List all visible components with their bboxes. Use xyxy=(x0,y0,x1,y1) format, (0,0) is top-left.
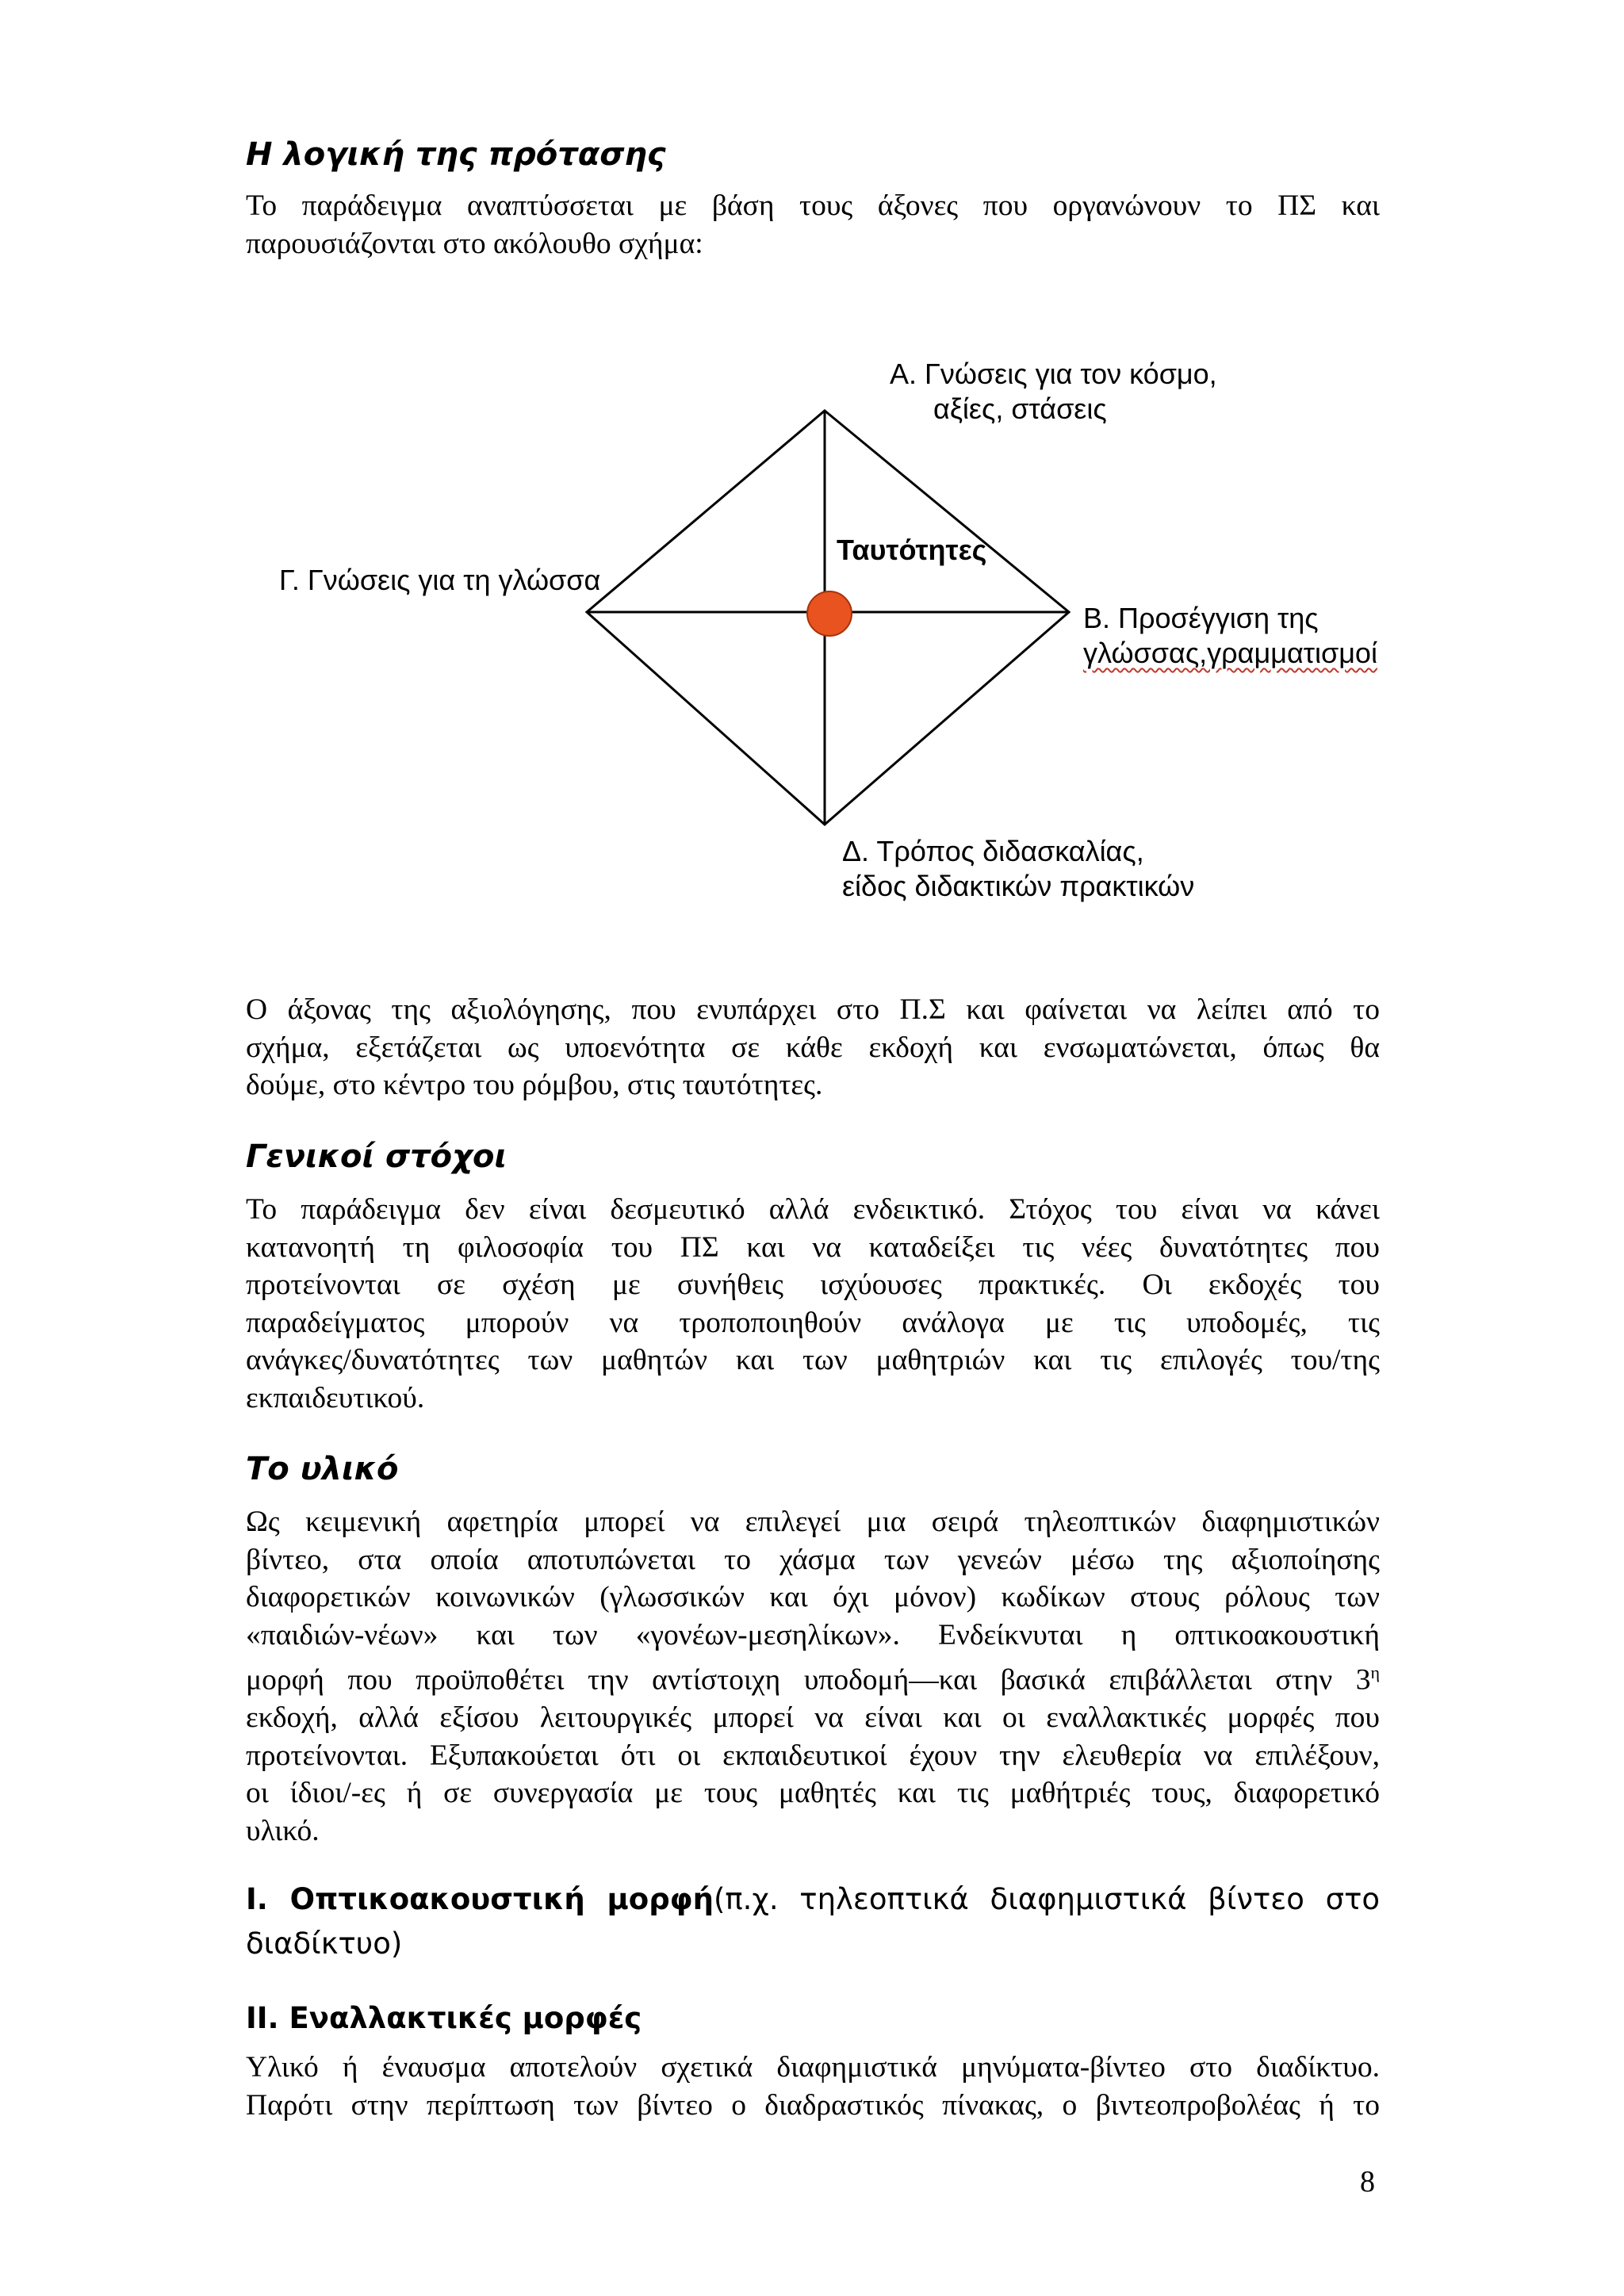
subsection-i-rest: (π.χ. τηλεοπτικά διαφημιστικά βίντεο στο xyxy=(713,1882,1380,1916)
goals-paragraph xyxy=(246,1191,1380,1417)
subsection-i-line1 xyxy=(246,1877,1380,1922)
subsection-i-heading xyxy=(246,1877,1380,1966)
text-line: Ο άξονας της αξιολόγησης, που ενυπάρχει στο Π.Σ και φαίνεται να λείπει από το xyxy=(246,993,1380,1026)
intro-paragraph xyxy=(246,187,1380,262)
text-line: βίντεο, στα οποία αποτυπώνεται το χάσμα των γενεών μέσω της αξιοποίησης xyxy=(246,1543,1380,1576)
section-heading-material: Το υλικό xyxy=(246,1451,399,1487)
text-line: Ως κειμενική αφετηρία μπορεί να επιλεγεί μια σειρά τηλεοπτικών διαφημιστικών xyxy=(246,1506,1380,1538)
text-line-body: μορφή που προϋποθέτει την αντίστοιχη υποδομή—και βασικά επιβάλλεται στην 3 xyxy=(246,1663,1371,1697)
axis-a-line1: A. Γνώσεις για τον κόσμο, xyxy=(890,358,1217,390)
axis-b-line2: γλώσσας,γραμματισμοί xyxy=(1083,637,1377,669)
alternative-forms-paragraph xyxy=(246,2049,1380,2124)
text-line: ανάγκες/δυνατότητες των μαθητών και των μαθητριών και τις επιλογές του/της xyxy=(246,1344,1380,1376)
text-line: Το παράδειγμα δεν είναι δεσμευτικό αλλά ενδεικτικό. Στόχος του είναι να κάνει xyxy=(246,1193,1380,1226)
text-line: κατανοητή τη φιλοσοφία του ΠΣ και να καταδείξει τις νέες δυνατότητες που xyxy=(246,1230,1380,1264)
intro-line: παρουσιάζονται στο ακόλουθο σχήμα: xyxy=(246,227,703,260)
text-line: υλικό. xyxy=(246,1814,320,1847)
text-line: δούμε, στο κέντρο του ρόμβου, στις ταυτότητες. xyxy=(246,1069,823,1101)
section-heading-general-goals: Γενικοί στόχοι xyxy=(246,1138,508,1175)
superscript: η xyxy=(1370,1663,1380,1682)
text-line: εκπαιδευτικού. xyxy=(246,1381,425,1414)
axis-a-label xyxy=(890,357,1217,427)
subsection-i-line2: διαδίκτυο) xyxy=(246,1927,403,1961)
text-line: σχήμα, εξετάζεται ως υποενότητα σε κάθε εκδοχή και ενσωματώνεται, όπως θα xyxy=(246,1031,1380,1064)
axis-d-line1: Δ. Τρόπος διδασκαλίας, xyxy=(842,835,1144,867)
text-line: Υλικό ή έναυσμα αποτελούν σχετικά διαφημιστικά μηνύματα-βίντεο στο διαδίκτυο. xyxy=(246,2051,1380,2084)
subsection-i-bold: I. Οπτικοακουστική μορφή xyxy=(246,1882,714,1916)
text-line: «παιδιών-νέων» και των «γονέων-μεσηλίκων». Ενδείκνυται η οπτικοακουστική xyxy=(246,1618,1380,1651)
page-number: 8 xyxy=(1360,2165,1375,2198)
axis-b-line1: Β. Προσέγγιση της xyxy=(1083,602,1319,634)
text-line: προτείνονται. Εξυπακούεται ότι οι εκπαιδευτικοί έχουν την ελευθερία να επιλέξουν, xyxy=(246,1739,1380,1772)
text-line: Παρότι στην περίπτωση των βίντεο ο διαδραστικός πίνακας, ο βιντεοπροβολέας ή το xyxy=(246,2088,1380,2122)
center-dot xyxy=(807,591,852,636)
intro-line: Το παράδειγμα αναπτύσσεται με βάση τους άξονες που οργανώνουν το ΠΣ και xyxy=(246,189,1380,222)
rhombus-svg xyxy=(0,317,1624,920)
section-heading-logic: Η λογική της πρότασης xyxy=(246,136,666,173)
axis-b-label xyxy=(1083,601,1377,671)
axes-diagram xyxy=(0,317,1624,920)
axis-d-label xyxy=(842,834,1194,904)
material-paragraph xyxy=(246,1503,1380,1850)
text-line: διαφορετικών κοινωνικών (γλωσσικών και όχι μόνον) κωδίκων στους ρόλους των xyxy=(246,1581,1380,1613)
text-line: προτείνονται σε σχέση με συνήθεις ισχύουσες πρακτικές. Οι εκδοχές του xyxy=(246,1269,1380,1301)
center-label: Ταυτότητες xyxy=(837,534,987,566)
text-line-with-superscript xyxy=(246,1654,1380,1699)
subsection-ii-heading: II. Εναλλακτικές μορφές xyxy=(246,2001,642,2035)
text-line: οι ίδιοι/-ες ή σε συνεργασία με τους μαθητές και τις μαθήτριές τους, διαφορετικό xyxy=(246,1777,1380,1809)
text-line: παραδείγματος μπορούν να τροποποιηθούν ανάλογα με τις υποδομές, τις xyxy=(246,1306,1380,1339)
evaluation-paragraph xyxy=(246,991,1380,1104)
axis-c-label: Γ. Γνώσεις για τη γλώσσα xyxy=(279,564,601,596)
text-line: εκδοχή, αλλά εξίσου λειτουργικές μπορεί να είναι και οι εναλλακτικές μορφές που xyxy=(246,1701,1380,1734)
axis-d-line2: είδος διδακτικών πρακτικών xyxy=(842,870,1195,902)
axis-a-line2: αξίες, στάσεις xyxy=(933,392,1107,425)
